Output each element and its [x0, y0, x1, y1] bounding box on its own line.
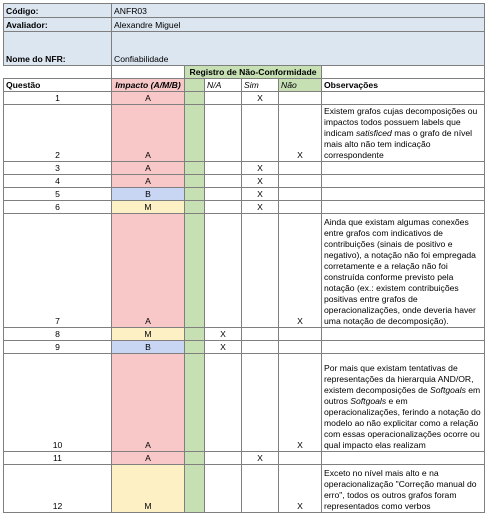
na-cell[interactable] — [205, 188, 242, 201]
observation-text: Existem grafos cujas decomposições ou impactos todos possuem labels que indicam — [324, 106, 478, 138]
registro-spacer-cell — [185, 105, 205, 162]
registro-spacer-cell — [185, 452, 205, 465]
registro-spacer-cell — [185, 214, 205, 328]
nao-cell[interactable]: X — [279, 354, 322, 452]
registro-spacer-cell — [185, 354, 205, 452]
impact-cell[interactable]: A — [112, 175, 185, 188]
sim-cell[interactable]: X — [242, 92, 279, 105]
observation-cell[interactable] — [322, 328, 485, 341]
sim-cell[interactable]: X — [242, 188, 279, 201]
registro-spacer-cell — [185, 92, 205, 105]
col-registro-spacer — [185, 79, 205, 92]
sim-cell[interactable] — [242, 341, 279, 354]
question-row — [4, 354, 485, 452]
impact-cell[interactable]: M — [112, 328, 185, 341]
registro-spacer-cell — [185, 188, 205, 201]
evaluator-label: Avaliador: — [4, 18, 112, 32]
question-row — [4, 465, 485, 513]
nao-cell[interactable] — [279, 201, 322, 214]
sim-cell[interactable] — [242, 214, 279, 328]
observation-text: satisficed — [356, 128, 392, 138]
question-number: 1 — [4, 92, 112, 105]
na-cell[interactable] — [205, 92, 242, 105]
nao-cell[interactable] — [279, 175, 322, 188]
question-number: 4 — [4, 175, 112, 188]
registro-spacer-cell — [185, 175, 205, 188]
observation-cell[interactable] — [322, 354, 485, 452]
blank-cell — [112, 66, 185, 79]
impact-cell[interactable]: B — [112, 188, 185, 201]
nao-cell[interactable]: X — [279, 105, 322, 162]
nfr-label: Nome do NFR: — [4, 32, 112, 66]
observation-cell[interactable] — [322, 452, 485, 465]
impact-cell[interactable]: A — [112, 354, 185, 452]
registro-spacer-cell — [185, 465, 205, 513]
registro-spacer-cell — [185, 201, 205, 214]
question-row — [4, 175, 485, 188]
nfr-evaluation-sheet — [3, 3, 485, 513]
question-row — [4, 105, 485, 162]
question-number: 10 — [4, 354, 112, 452]
question-number: 11 — [4, 452, 112, 465]
question-row — [4, 188, 485, 201]
column-header-row — [4, 79, 485, 92]
question-number: 9 — [4, 341, 112, 354]
observation-cell[interactable] — [322, 162, 485, 175]
impact-cell[interactable]: A — [112, 92, 185, 105]
nao-cell[interactable]: X — [279, 214, 322, 328]
registro-spacer-cell — [185, 162, 205, 175]
nao-cell[interactable] — [279, 92, 322, 105]
question-number: 3 — [4, 162, 112, 175]
observation-text: em outros — [324, 385, 481, 406]
nao-cell[interactable] — [279, 162, 322, 175]
sim-cell[interactable] — [242, 465, 279, 513]
observation-text: Ainda que existam algumas conexões entre grafos com indicativos de contribuições (sinais de positivo e negativo), a notação não foi empregada corretamente e a relação não foi construída conforme previsto pela notação (ex.: existem contribuições positivas entre grafos de operacionalizações, onde deveria haver uma notação de decomposição). — [324, 217, 476, 326]
na-cell[interactable] — [205, 465, 242, 513]
question-row — [4, 341, 485, 354]
na-cell[interactable] — [205, 452, 242, 465]
impact-cell[interactable]: A — [112, 105, 185, 162]
col-questao: Questão — [4, 79, 112, 92]
registro-row — [4, 66, 485, 79]
observation-cell[interactable] — [322, 92, 485, 105]
na-cell[interactable]: X — [205, 328, 242, 341]
na-cell[interactable] — [205, 214, 242, 328]
sim-cell[interactable]: X — [242, 452, 279, 465]
sim-cell[interactable]: X — [242, 175, 279, 188]
evaluator-row — [4, 18, 485, 32]
sim-cell[interactable] — [242, 354, 279, 452]
observation-cell[interactable] — [322, 105, 485, 162]
impact-cell[interactable]: M — [112, 465, 185, 513]
evaluator-value[interactable]: Alexandre Miguel — [112, 18, 485, 32]
na-cell[interactable]: X — [205, 341, 242, 354]
impact-cell[interactable]: B — [112, 341, 185, 354]
observation-text: e em operacionalizações, ferindo a notação do modelo ao não explicitar como a relação com essas operacionalizações ocorre ou qual impacto elas realizam — [324, 396, 481, 450]
na-cell[interactable] — [205, 175, 242, 188]
blank-cell — [4, 66, 112, 79]
col-sim: Sim — [242, 79, 279, 92]
nao-cell[interactable]: X — [279, 465, 322, 513]
observation-text: Softgoals — [350, 396, 387, 406]
nfr-value[interactable]: Confiabilidade — [112, 32, 485, 66]
code-label: Código: — [4, 4, 112, 18]
question-number: 7 — [4, 214, 112, 328]
nao-cell[interactable] — [279, 188, 322, 201]
question-row — [4, 201, 485, 214]
sim-cell[interactable] — [242, 328, 279, 341]
observation-text: Por mais que existam tentativas de representações da hierarquia AND/OR, existem decomposições de — [324, 363, 474, 395]
impact-cell[interactable]: A — [112, 162, 185, 175]
nao-cell[interactable] — [279, 328, 322, 341]
nao-cell[interactable] — [279, 452, 322, 465]
observation-text: Softgoals — [430, 385, 466, 395]
code-row — [4, 4, 485, 18]
impact-cell[interactable]: M — [112, 201, 185, 214]
observation-cell[interactable] — [322, 341, 485, 354]
observation-cell[interactable] — [322, 201, 485, 214]
impact-cell[interactable]: A — [112, 214, 185, 328]
observation-cell[interactable] — [322, 214, 485, 328]
sim-cell[interactable]: X — [242, 201, 279, 214]
blank-cell — [322, 66, 485, 79]
col-observacoes: Observações — [322, 79, 485, 92]
sim-cell[interactable]: X — [242, 162, 279, 175]
na-cell[interactable] — [205, 162, 242, 175]
col-na: N/A — [205, 79, 242, 92]
question-number: 8 — [4, 328, 112, 341]
na-cell[interactable] — [205, 201, 242, 214]
question-row — [4, 214, 485, 328]
code-value[interactable]: ANFR03 — [112, 4, 485, 18]
registro-header: Registro de Não-Conformidade — [185, 66, 322, 79]
sim-cell[interactable] — [242, 105, 279, 162]
question-row — [4, 452, 485, 465]
col-impacto: Impacto (A/M/B) — [112, 79, 185, 92]
question-number: 2 — [4, 105, 112, 162]
question-row — [4, 328, 485, 341]
question-row — [4, 92, 485, 105]
observation-cell[interactable] — [322, 188, 485, 201]
nfr-row — [4, 32, 485, 66]
col-nao: Não — [279, 79, 322, 92]
registro-spacer-cell — [185, 341, 205, 354]
observation-cell[interactable] — [322, 465, 485, 513]
na-cell[interactable] — [205, 354, 242, 452]
observation-text: mas o grafo de nível mais alto não tem indicação correspondente — [324, 128, 473, 160]
impact-cell[interactable]: A — [112, 452, 185, 465]
observation-cell[interactable] — [322, 175, 485, 188]
na-cell[interactable] — [205, 105, 242, 162]
observation-text: Exceto no nível mais alto e na operacionalização "Correção manual do erro", todos os outros grafos foram representados como verbos — [324, 468, 477, 511]
question-number: 6 — [4, 201, 112, 214]
question-number: 5 — [4, 188, 112, 201]
question-row — [4, 162, 485, 175]
nao-cell[interactable] — [279, 341, 322, 354]
question-number: 12 — [4, 465, 112, 513]
registro-spacer-cell — [185, 328, 205, 341]
